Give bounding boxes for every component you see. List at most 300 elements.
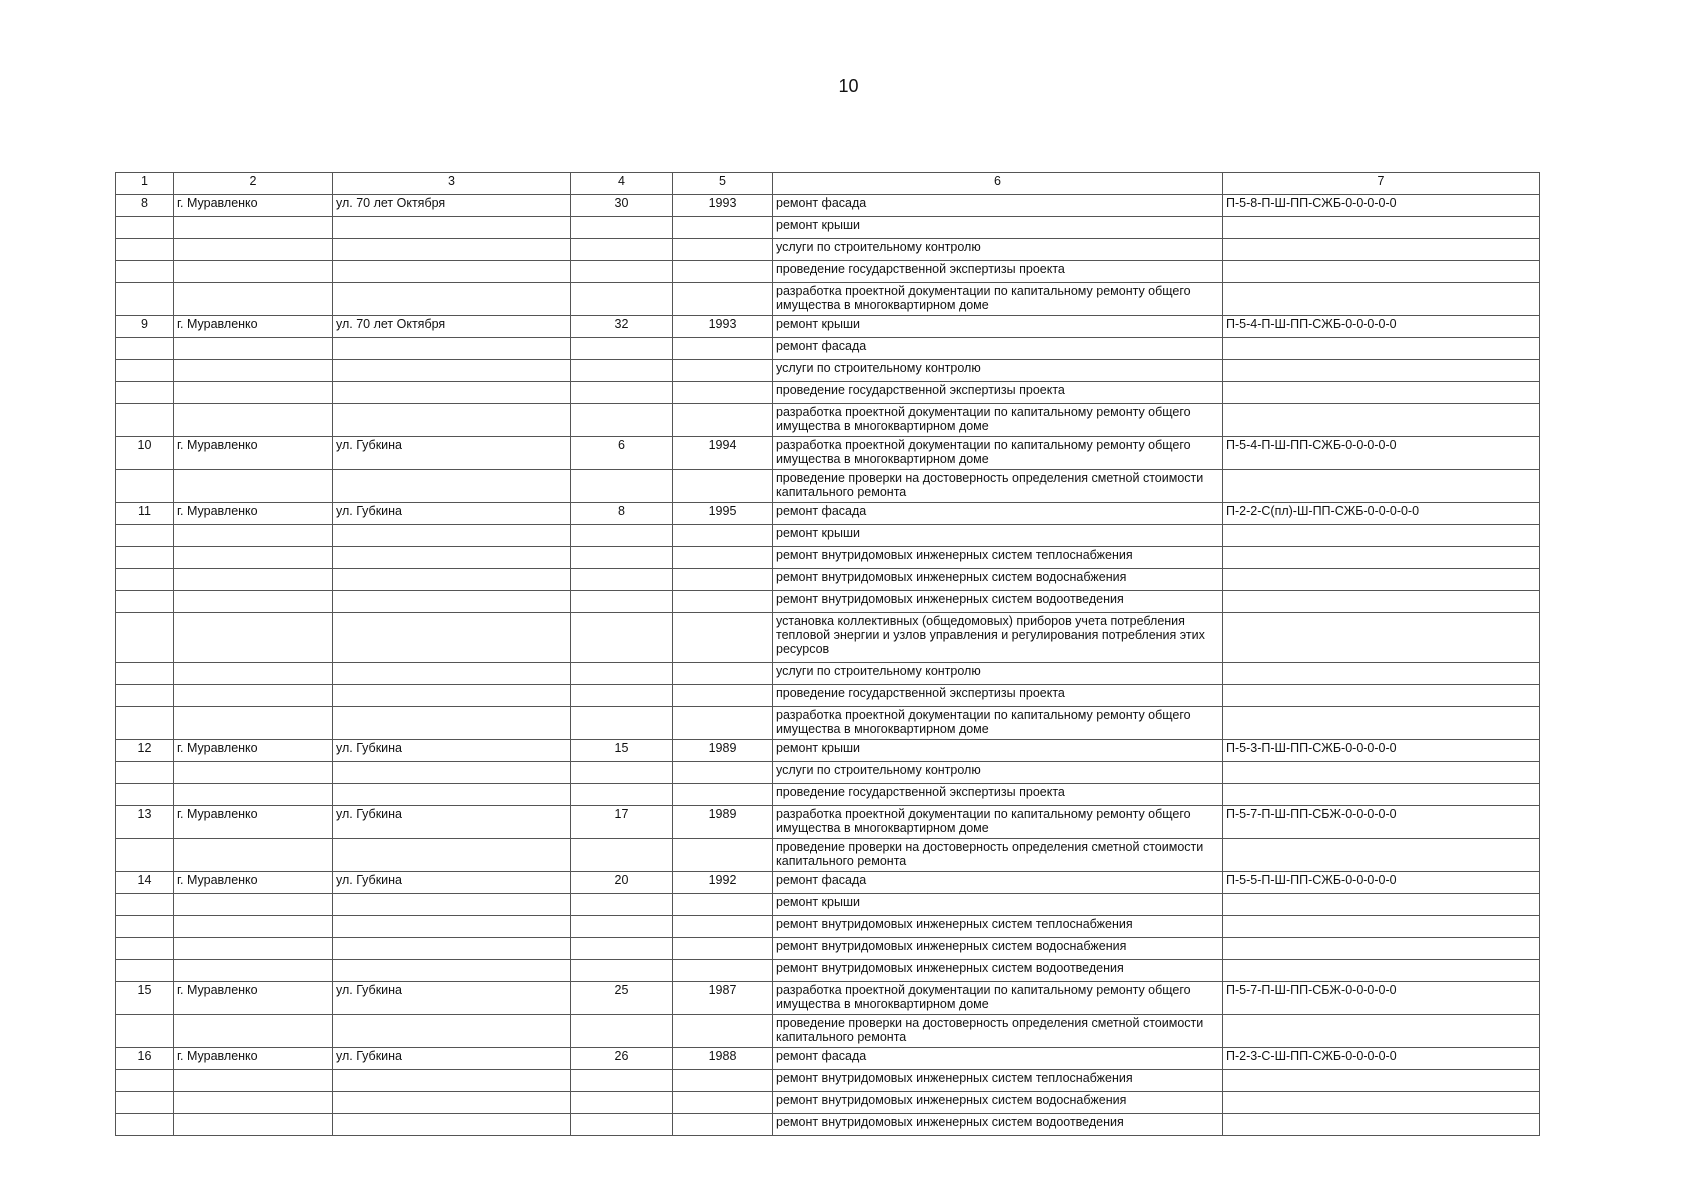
row-number-cell: 16	[116, 1048, 174, 1070]
table-row	[116, 525, 1540, 547]
row-number-cell	[116, 1070, 174, 1092]
building-code-cell: П-5-7-П-Ш-ПП-СБЖ-0-0-0-0-0	[1223, 806, 1540, 839]
row-number-cell	[116, 960, 174, 982]
work-type-cell: ремонт крыши	[773, 217, 1223, 239]
house-number-cell	[571, 1015, 673, 1048]
row-number-cell	[116, 591, 174, 613]
building-code-cell	[1223, 960, 1540, 982]
year-cell	[673, 685, 773, 707]
year-cell	[673, 613, 773, 663]
house-number-cell	[571, 762, 673, 784]
table-row	[116, 707, 1540, 740]
city-cell	[174, 1092, 333, 1114]
street-cell	[333, 707, 571, 740]
building-code-cell	[1223, 283, 1540, 316]
work-type-cell: ремонт внутридомовых инженерных систем водоснабжения	[773, 1092, 1223, 1114]
work-type-cell: разработка проектной документации по капитальному ремонту общего имущества в многоквартирном доме	[773, 404, 1223, 437]
building-code-cell: П-5-7-П-Ш-ПП-СБЖ-0-0-0-0-0	[1223, 982, 1540, 1015]
building-code-cell	[1223, 1015, 1540, 1048]
street-cell: ул. Губкина	[333, 740, 571, 762]
work-type-cell: проведение проверки на достоверность определения сметной стоимости капитального ремонта	[773, 839, 1223, 872]
row-number-cell	[116, 839, 174, 872]
table-row	[116, 960, 1540, 982]
table-row	[116, 938, 1540, 960]
building-code-cell	[1223, 404, 1540, 437]
row-number-cell	[116, 613, 174, 663]
city-cell	[174, 938, 333, 960]
street-cell: ул. Губкина	[333, 1048, 571, 1070]
table-row	[116, 1070, 1540, 1092]
building-code-cell	[1223, 1070, 1540, 1092]
house-number-cell	[571, 938, 673, 960]
table-row	[116, 982, 1540, 1015]
city-cell	[174, 261, 333, 283]
street-cell: ул. Губкина	[333, 982, 571, 1015]
row-number-cell: 15	[116, 982, 174, 1015]
city-cell: г. Муравленко	[174, 503, 333, 525]
row-number-cell	[116, 1114, 174, 1136]
city-cell	[174, 613, 333, 663]
city-cell: г. Муравленко	[174, 982, 333, 1015]
row-number-cell: 13	[116, 806, 174, 839]
house-number-cell	[571, 784, 673, 806]
table-row	[116, 360, 1540, 382]
building-code-cell	[1223, 569, 1540, 591]
city-cell	[174, 960, 333, 982]
column-header: 6	[773, 173, 1223, 195]
city-cell	[174, 525, 333, 547]
work-type-cell: разработка проектной документации по капитальному ремонту общего имущества в многоквартирном доме	[773, 982, 1223, 1015]
house-number-cell: 32	[571, 316, 673, 338]
city-cell	[174, 1070, 333, 1092]
work-type-cell: ремонт внутридомовых инженерных систем водоотведения	[773, 960, 1223, 982]
work-type-cell: ремонт внутридомовых инженерных систем водоотведения	[773, 1114, 1223, 1136]
row-number-cell	[116, 685, 174, 707]
year-cell	[673, 261, 773, 283]
street-cell	[333, 894, 571, 916]
city-cell	[174, 382, 333, 404]
street-cell: ул. Губкина	[333, 872, 571, 894]
work-type-cell: разработка проектной документации по капитальному ремонту общего имущества в многоквартирном доме	[773, 806, 1223, 839]
building-code-cell	[1223, 591, 1540, 613]
work-type-cell: установка коллективных (общедомовых) приборов учета потребления тепловой энергии и узлов управления и регулирования потребления этих ресурсов	[773, 613, 1223, 663]
work-type-cell: ремонт внутридомовых инженерных систем теплоснабжения	[773, 1070, 1223, 1092]
year-cell	[673, 762, 773, 784]
table-row	[116, 239, 1540, 261]
table-row	[116, 283, 1540, 316]
table-row	[116, 404, 1540, 437]
table-row	[116, 685, 1540, 707]
table-row	[116, 591, 1540, 613]
work-type-cell: проведение государственной экспертизы проекта	[773, 685, 1223, 707]
table-row	[116, 1048, 1540, 1070]
street-cell	[333, 591, 571, 613]
table-row	[116, 261, 1540, 283]
city-cell	[174, 338, 333, 360]
building-code-cell	[1223, 360, 1540, 382]
building-code-cell	[1223, 470, 1540, 503]
street-cell	[333, 938, 571, 960]
city-cell	[174, 663, 333, 685]
city-cell	[174, 239, 333, 261]
house-number-cell	[571, 663, 673, 685]
year-cell	[673, 894, 773, 916]
street-cell	[333, 382, 571, 404]
table-row	[116, 894, 1540, 916]
year-cell	[673, 663, 773, 685]
row-number-cell	[116, 239, 174, 261]
column-header: 1	[116, 173, 174, 195]
city-cell	[174, 784, 333, 806]
year-cell	[673, 839, 773, 872]
work-type-cell: ремонт крыши	[773, 316, 1223, 338]
work-type-cell: ремонт крыши	[773, 894, 1223, 916]
house-number-cell	[571, 261, 673, 283]
year-cell: 1993	[673, 316, 773, 338]
house-number-cell	[571, 685, 673, 707]
street-cell	[333, 1114, 571, 1136]
row-number-cell: 14	[116, 872, 174, 894]
house-number-cell	[571, 894, 673, 916]
row-number-cell	[116, 1092, 174, 1114]
street-cell	[333, 663, 571, 685]
year-cell	[673, 525, 773, 547]
table-row	[116, 613, 1540, 663]
house-number-cell	[571, 360, 673, 382]
street-cell	[333, 916, 571, 938]
building-code-cell	[1223, 547, 1540, 569]
street-cell: ул. 70 лет Октября	[333, 195, 571, 217]
row-number-cell	[116, 404, 174, 437]
table-row	[116, 1114, 1540, 1136]
table-row	[116, 195, 1540, 217]
table-row	[116, 872, 1540, 894]
table-row	[116, 316, 1540, 338]
building-code-cell	[1223, 762, 1540, 784]
year-cell: 1995	[673, 503, 773, 525]
work-type-cell: ремонт крыши	[773, 525, 1223, 547]
city-cell: г. Муравленко	[174, 806, 333, 839]
building-code-cell	[1223, 217, 1540, 239]
house-number-cell	[571, 525, 673, 547]
row-number-cell	[116, 283, 174, 316]
table-row	[116, 1015, 1540, 1048]
row-number-cell: 9	[116, 316, 174, 338]
year-cell	[673, 1092, 773, 1114]
row-number-cell	[116, 547, 174, 569]
building-code-cell: П-5-4-П-Ш-ПП-СЖБ-0-0-0-0-0	[1223, 316, 1540, 338]
street-cell	[333, 283, 571, 316]
city-cell	[174, 591, 333, 613]
row-number-cell	[116, 261, 174, 283]
city-cell	[174, 1114, 333, 1136]
table-row	[116, 503, 1540, 525]
street-cell: ул. Губкина	[333, 437, 571, 470]
house-number-cell	[571, 1070, 673, 1092]
year-cell: 1994	[673, 437, 773, 470]
work-type-cell: ремонт внутридомовых инженерных систем теплоснабжения	[773, 916, 1223, 938]
city-cell	[174, 404, 333, 437]
house-number-cell: 15	[571, 740, 673, 762]
city-cell	[174, 707, 333, 740]
year-cell	[673, 707, 773, 740]
street-cell	[333, 839, 571, 872]
row-number-cell: 10	[116, 437, 174, 470]
row-number-cell	[116, 382, 174, 404]
house-number-cell	[571, 404, 673, 437]
year-cell	[673, 591, 773, 613]
house-number-cell	[571, 591, 673, 613]
row-number-cell	[116, 916, 174, 938]
house-number-cell	[571, 217, 673, 239]
city-cell	[174, 685, 333, 707]
year-cell	[673, 239, 773, 261]
row-number-cell	[116, 217, 174, 239]
year-cell: 1993	[673, 195, 773, 217]
building-code-cell	[1223, 338, 1540, 360]
work-type-cell: ремонт внутридомовых инженерных систем водоотведения	[773, 591, 1223, 613]
street-cell	[333, 1092, 571, 1114]
city-cell	[174, 360, 333, 382]
street-cell	[333, 525, 571, 547]
street-cell	[333, 239, 571, 261]
building-code-cell	[1223, 894, 1540, 916]
building-code-cell	[1223, 916, 1540, 938]
year-cell: 1989	[673, 806, 773, 839]
year-cell	[673, 217, 773, 239]
city-cell	[174, 470, 333, 503]
work-type-cell: проведение государственной экспертизы проекта	[773, 382, 1223, 404]
street-cell	[333, 261, 571, 283]
row-number-cell	[116, 762, 174, 784]
row-number-cell: 8	[116, 195, 174, 217]
building-code-cell	[1223, 525, 1540, 547]
work-type-cell: разработка проектной документации по капитальному ремонту общего имущества в многоквартирном доме	[773, 707, 1223, 740]
building-code-cell	[1223, 613, 1540, 663]
year-cell: 1988	[673, 1048, 773, 1070]
building-code-cell	[1223, 685, 1540, 707]
street-cell	[333, 569, 571, 591]
house-number-cell	[571, 916, 673, 938]
year-cell	[673, 916, 773, 938]
table-row	[116, 663, 1540, 685]
repair-schedule-table	[115, 172, 1540, 1136]
street-cell: ул. Губкина	[333, 503, 571, 525]
work-type-cell: ремонт фасада	[773, 195, 1223, 217]
house-number-cell	[571, 707, 673, 740]
row-number-cell: 11	[116, 503, 174, 525]
work-type-cell: разработка проектной документации по капитальному ремонту общего имущества в многоквартирном доме	[773, 283, 1223, 316]
table-row	[116, 839, 1540, 872]
house-number-cell	[571, 547, 673, 569]
city-cell	[174, 894, 333, 916]
year-cell	[673, 1015, 773, 1048]
city-cell: г. Муравленко	[174, 1048, 333, 1070]
city-cell: г. Муравленко	[174, 437, 333, 470]
table-row	[116, 916, 1540, 938]
row-number-cell	[116, 707, 174, 740]
house-number-cell: 6	[571, 437, 673, 470]
building-code-cell: П-5-4-П-Ш-ПП-СЖБ-0-0-0-0-0	[1223, 437, 1540, 470]
street-cell: ул. Губкина	[333, 806, 571, 839]
table-row	[116, 338, 1540, 360]
year-cell: 1992	[673, 872, 773, 894]
work-type-cell: проведение проверки на достоверность определения сметной стоимости капитального ремонта	[773, 1015, 1223, 1048]
table-row	[116, 762, 1540, 784]
column-header: 4	[571, 173, 673, 195]
house-number-cell	[571, 1114, 673, 1136]
street-cell	[333, 338, 571, 360]
work-type-cell: ремонт внутридомовых инженерных систем водоснабжения	[773, 938, 1223, 960]
house-number-cell	[571, 960, 673, 982]
page-number: 10	[838, 76, 859, 96]
city-cell	[174, 547, 333, 569]
building-code-cell	[1223, 839, 1540, 872]
year-cell	[673, 1070, 773, 1092]
work-type-cell: ремонт фасада	[773, 503, 1223, 525]
street-cell	[333, 960, 571, 982]
year-cell	[673, 404, 773, 437]
work-type-cell: разработка проектной документации по капитальному ремонту общего имущества в многоквартирном доме	[773, 437, 1223, 470]
work-type-cell: услуги по строительному контролю	[773, 762, 1223, 784]
building-code-cell	[1223, 382, 1540, 404]
street-cell	[333, 685, 571, 707]
house-number-cell	[571, 1092, 673, 1114]
year-cell	[673, 569, 773, 591]
row-number-cell	[116, 525, 174, 547]
work-type-cell: ремонт внутридомовых инженерных систем водоснабжения	[773, 569, 1223, 591]
building-code-cell	[1223, 239, 1540, 261]
house-number-cell: 26	[571, 1048, 673, 1070]
building-code-cell	[1223, 707, 1540, 740]
table-row	[116, 1092, 1540, 1114]
column-header: 2	[174, 173, 333, 195]
column-header-row	[116, 173, 1540, 195]
work-type-cell: ремонт внутридомовых инженерных систем теплоснабжения	[773, 547, 1223, 569]
row-number-cell	[116, 663, 174, 685]
work-type-cell: услуги по строительному контролю	[773, 239, 1223, 261]
house-number-cell: 17	[571, 806, 673, 839]
work-type-cell: ремонт фасада	[773, 872, 1223, 894]
house-number-cell	[571, 470, 673, 503]
house-number-cell: 25	[571, 982, 673, 1015]
street-cell	[333, 360, 571, 382]
house-number-cell	[571, 569, 673, 591]
city-cell	[174, 762, 333, 784]
street-cell	[333, 613, 571, 663]
table-row	[116, 784, 1540, 806]
row-number-cell: 12	[116, 740, 174, 762]
building-code-cell: П-5-5-П-Ш-ПП-СЖБ-0-0-0-0-0	[1223, 872, 1540, 894]
street-cell	[333, 547, 571, 569]
column-header: 5	[673, 173, 773, 195]
street-cell	[333, 217, 571, 239]
table-row	[116, 547, 1540, 569]
year-cell	[673, 1114, 773, 1136]
building-code-cell: П-2-3-С-Ш-ПП-СЖБ-0-0-0-0-0	[1223, 1048, 1540, 1070]
year-cell	[673, 938, 773, 960]
building-code-cell	[1223, 938, 1540, 960]
table-row	[116, 740, 1540, 762]
table-body	[116, 173, 1540, 1136]
city-cell	[174, 839, 333, 872]
year-cell: 1987	[673, 982, 773, 1015]
city-cell: г. Муравленко	[174, 195, 333, 217]
street-cell	[333, 762, 571, 784]
work-type-cell: ремонт крыши	[773, 740, 1223, 762]
table-row	[116, 470, 1540, 503]
street-cell: ул. 70 лет Октября	[333, 316, 571, 338]
year-cell	[673, 784, 773, 806]
house-number-cell	[571, 338, 673, 360]
building-code-cell	[1223, 261, 1540, 283]
house-number-cell	[571, 283, 673, 316]
work-type-cell: услуги по строительному контролю	[773, 360, 1223, 382]
row-number-cell	[116, 470, 174, 503]
year-cell	[673, 382, 773, 404]
row-number-cell	[116, 338, 174, 360]
city-cell: г. Муравленко	[174, 316, 333, 338]
work-type-cell: проведение государственной экспертизы проекта	[773, 784, 1223, 806]
row-number-cell	[116, 360, 174, 382]
building-code-cell	[1223, 1092, 1540, 1114]
work-type-cell: услуги по строительному контролю	[773, 663, 1223, 685]
house-number-cell	[571, 382, 673, 404]
year-cell: 1989	[673, 740, 773, 762]
street-cell	[333, 404, 571, 437]
house-number-cell: 30	[571, 195, 673, 217]
building-code-cell: П-5-3-П-Ш-ПП-СЖБ-0-0-0-0-0	[1223, 740, 1540, 762]
house-number-cell	[571, 613, 673, 663]
city-cell	[174, 217, 333, 239]
work-type-cell: ремонт фасада	[773, 338, 1223, 360]
building-code-cell: П-5-8-П-Ш-ПП-СЖБ-0-0-0-0-0	[1223, 195, 1540, 217]
column-header: 3	[333, 173, 571, 195]
house-number-cell: 20	[571, 872, 673, 894]
year-cell	[673, 283, 773, 316]
building-code-cell	[1223, 1114, 1540, 1136]
year-cell	[673, 360, 773, 382]
table-row	[116, 569, 1540, 591]
city-cell: г. Муравленко	[174, 740, 333, 762]
street-cell	[333, 784, 571, 806]
row-number-cell	[116, 1015, 174, 1048]
table-row	[116, 806, 1540, 839]
city-cell	[174, 1015, 333, 1048]
street-cell	[333, 470, 571, 503]
house-number-cell	[571, 839, 673, 872]
city-cell	[174, 569, 333, 591]
building-code-cell	[1223, 663, 1540, 685]
table-row	[116, 437, 1540, 470]
year-cell	[673, 338, 773, 360]
house-number-cell: 8	[571, 503, 673, 525]
house-number-cell	[571, 239, 673, 261]
table-row	[116, 382, 1540, 404]
street-cell	[333, 1070, 571, 1092]
column-header: 7	[1223, 173, 1540, 195]
city-cell	[174, 916, 333, 938]
row-number-cell	[116, 894, 174, 916]
building-code-cell: П-2-2-С(пл)-Ш-ПП-СЖБ-0-0-0-0-0	[1223, 503, 1540, 525]
table-row	[116, 217, 1540, 239]
street-cell	[333, 1015, 571, 1048]
work-type-cell: проведение государственной экспертизы проекта	[773, 261, 1223, 283]
city-cell	[174, 283, 333, 316]
year-cell	[673, 547, 773, 569]
row-number-cell	[116, 784, 174, 806]
year-cell	[673, 470, 773, 503]
